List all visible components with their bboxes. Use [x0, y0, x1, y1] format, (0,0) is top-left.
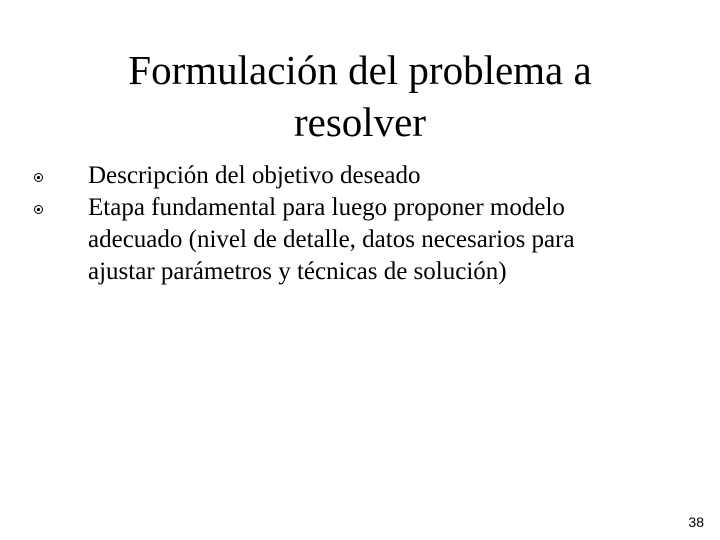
bullet-text-line: ajustar parámetros y técnicas de solución) — [88, 258, 507, 285]
page-number: 38 — [688, 514, 704, 530]
bullet-item-objective — [28, 160, 688, 192]
slide-title-line-1: Formulación del problema a — [128, 47, 592, 93]
slide-title — [60, 44, 660, 148]
bullet-text-line: adecuado (nivel de detalle, datos necesarios para — [88, 226, 575, 253]
slide-title-line-2: resolver — [293, 99, 427, 145]
bullet-item-stage — [28, 192, 688, 288]
bullet-text-line: Descripción del objetivo deseado — [88, 162, 421, 189]
bullet-icon — [34, 173, 43, 182]
bullet-text-line: Etapa fundamental para luego proponer modelo — [88, 194, 565, 221]
bullet-icon — [34, 205, 43, 214]
bullet-list — [28, 160, 688, 288]
